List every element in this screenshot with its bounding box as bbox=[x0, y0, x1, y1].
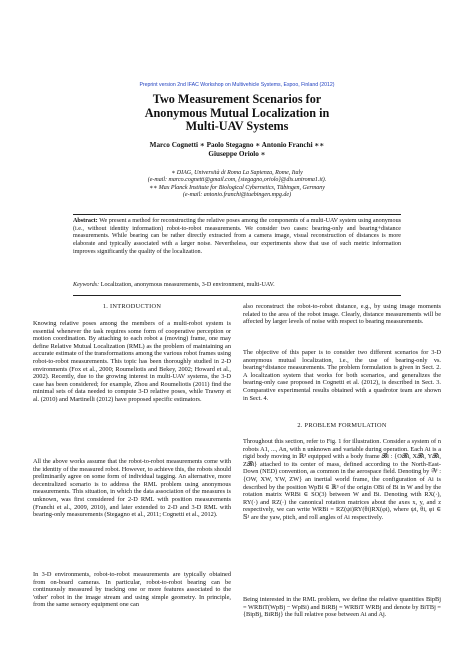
paragraph: Knowing relative poses among the members of a multi-robot system is essential whenever the task requires some form of cooperative perception or motion coordination. By attaching to each robot a (moving) frame, one may define Relative Mutual Localization (RML) as the problem of maintaining an accurate estimate of the transformations among the various robot frames using robot-to-robot measurements. This topic has been thoroughly studied in 2-D environments (Fox et al., 2000; Roumeliotis and Bekey, 2002; Howard et al., 2002). Recently, due to the growing interest in multi-UAV systems, the 3-D case has been considered; for example, Zhou and Roumeliotis (2011) find the minimal sets of data needed to compute 3-D relative poses, while Trawny et al. (2010) and Martinelli (2012) have proposed specific estimators. bbox=[33, 320, 231, 403]
abstract bbox=[73, 218, 401, 257]
paragraph: In 3-D environments, robot-to-robot measurements are typically obtained from on-board cameras. In particular, robot-to-robot bearing can be continuously measured by tracking one or more features associated to the 'other' robot in the image stream and using simple geometry. In principle, from the same sensory equipment one can bbox=[33, 571, 231, 609]
section-heading: 2. PROBLEM FORMULATION bbox=[297, 422, 387, 429]
affiliation-line: ∗∗ Max Planck Institute for Biological Cybernetics, Tübingen, Germany bbox=[149, 184, 325, 191]
paragraph: Throughout this section, refer to Fig. 1 for illustration. Consider a system of n robots A1, ..., An, with n unknown and variable during operation. Each Ai is a rigid body moving in ℝ³ equipped with a body frame 𝓑i : {O𝓑i, X𝓑i, Y𝓑i, Z𝓑i} attached to its center of mass, defined according to the North-East-Down (NED) convention, as common in the aerospace field. Denoting by 𝒲 : {OW, XW, YW, ZW} an inertial world frame, the configuration of Ai is described by the position WpBi ∈ ℝ³ of the origin OBi of Bi in W and by the rotation matrix WRBi ∈ SO(3) between W and Bi. Denoting with RX(·), RY(·) and RZ(·) the canonical rotation matrices about the axes x, y, and z respectively, we can write WRBi = RZ(ψi)RY(θi)RX(φi), where ψi, θi, φi ∈ 𝕊¹ are the yaw, pitch, and roll angles of Ai respectively. bbox=[243, 438, 441, 521]
paragraph: also reconstruct the robot-to-robot distance, e.g., by using image moments related to the area of the robot image. Clearly, distance measurements will be affected by larger levels of noise with respect to bearing measurements. bbox=[243, 303, 441, 326]
author-list bbox=[0, 141, 474, 158]
paragraph: All the above works assume that the robot-to-robot measurements come with the identity of the measured robot. However, to achieve this, the robots should preliminarily agree on some form of individual tagging. An alternative, more decentralized scenario is to address the RML problem using anonymous measurements. This situation, in which the data association of the measures is unknown, was first considered for 2-D RML with position measurements (Franchi et al., 2009, 2010), and later extended to 2-D and 3-D RML with bearing-only measurements (Stegagno et al., 2011; Cognetti et al., 2012). bbox=[33, 458, 231, 519]
affiliations bbox=[0, 170, 474, 200]
abstract-label: Abstract: bbox=[73, 218, 98, 224]
section-heading: 1. INTRODUCTION bbox=[102, 303, 162, 310]
paragraph: Being interested in the RML problem, we define the relative quantities BipBj = WRBiT(WpBj − WpBi) and BiRBj = WRBiT WRBj and denote by BiTBj = {BipBj, BiRBj} the full relative pose between Ai and Aj. bbox=[243, 596, 441, 619]
keywords-label: Keywords: bbox=[73, 282, 100, 288]
abstract-text: We present a method for reconstructing the relative poses among the components of a multi-UAV system using anonymous (i.e., without identity information) robot-to-robot measurements. We consider two cases: bearing-only and bearing+distance measurements. While bearing can be rather directly extracted from a camera image, visual reconstruction of distances is more elaborate and typically associated with a larger noise. Nevertheless, our experiments show that use of such metric information improves significantly the quality of the localization. bbox=[73, 218, 401, 255]
keywords-text: Localization, anonymous measurements, 3-D environment, multi-UAV. bbox=[100, 282, 275, 288]
title-line: Two Measurement Scenarios for bbox=[152, 92, 322, 106]
paragraph: The objective of this paper is to consider two different scenarios for 3-D anonymous mutual localization, i.e., the use of bearing-only vs. bearing+distance measurements. The problem formulation is given in Sect. 2. A localization system that works for both scenarios, and generalizes the bearing-only case proposed in Cognetti et al. (2012), is described in Sect. 3. Comparative experimental results obtained with a quadrotor team are shown in Sect. 4. bbox=[243, 349, 441, 402]
affiliation-line: ∗ DIAG, Università di Roma La Sapienza, Rome, Italy bbox=[171, 170, 303, 176]
affiliation-line: (e-mail: antonio.franchi@tuebingen.mpg.de) bbox=[182, 192, 292, 199]
authors-line: Giuseppe Oriolo ∗ bbox=[208, 149, 266, 158]
affiliation-line: (e-mail: marco.cognetti@gmail.com, {stegagno,oriolo}@dis.uniroma1.it). bbox=[147, 177, 327, 184]
abstract-top-rule bbox=[73, 214, 401, 215]
paper-title bbox=[0, 93, 474, 134]
abstract-bottom-rule bbox=[73, 295, 401, 296]
preprint-notice: Preprint version 2nd IFAC Workshop on Multivehicle Systems, Espoo, Finland (2012) bbox=[139, 82, 335, 88]
keywords bbox=[73, 282, 401, 290]
title-line: Multi-UAV Systems bbox=[185, 119, 289, 134]
title-line: Anonymous Mutual Localization in bbox=[144, 105, 330, 120]
authors-line: Marco Cognetti ∗ Paolo Stegagno ∗ Antonio Franchi ∗∗ bbox=[149, 141, 325, 149]
